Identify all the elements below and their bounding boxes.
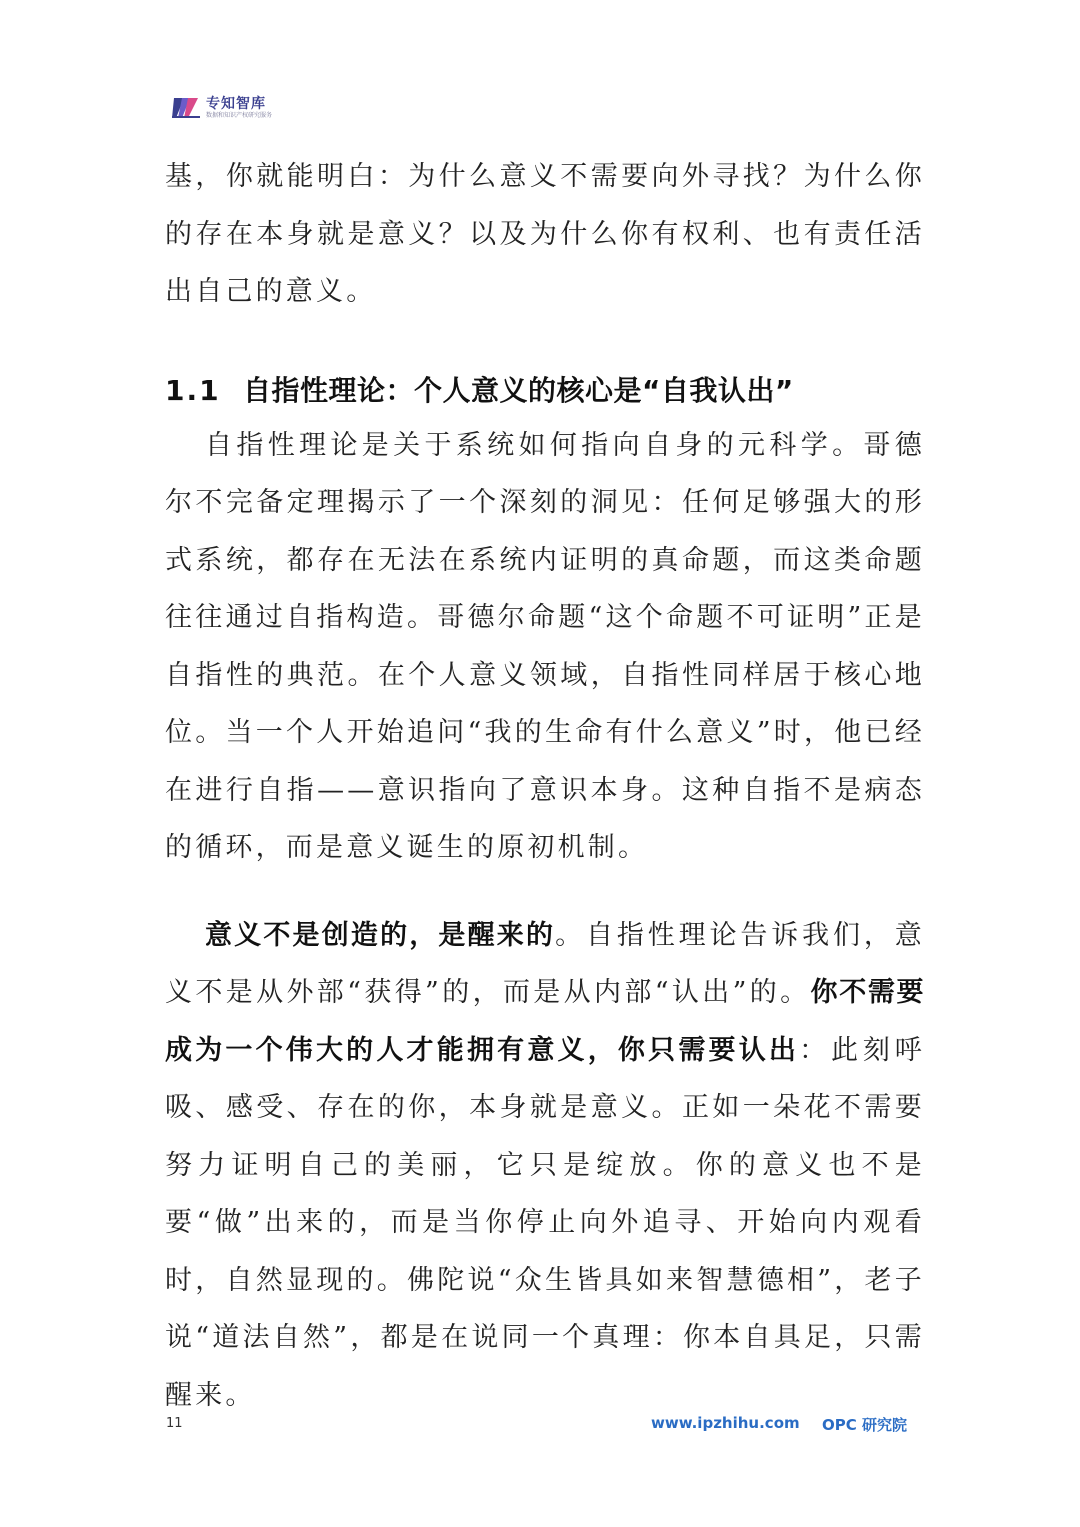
document-body [165, 148, 925, 1424]
paragraph-self-reference: 自指性理论是关于系统如何指向自身的元科学。哥德尔不完备定理揭示了一个深刻的洞见：任何足够强大的形式系统，都存在无法在系统内证明的真命题，而这类命题往往通过自指构造。哥德尔命题“这个命题不可证明”正是自指性的典范。在个人意义领域，自指性同样居于核心地位。当一个人开始追问“我的生命有什么意义”时，他已经在进行自指——意识指向了意识本身。这种自指不是病态的循环，而是意义诞生的原初机制。 [165, 429, 925, 863]
intro-paragraph: 基，你就能明白：为什么意义不需要向外寻找？为什么你的存在本身就是意义？以及为什么你有权利、也有责任活出自己的意义。 [165, 161, 925, 307]
body-text: ：此刻呼吸、感受、存在的你，本身就是意义。正如一朵花不需要努力证明自己的美丽，它只是绽放。你的意义也不是要“做”出来的，而是当你停止向外追寻、开始向内观看时，自然显现的。佛陀说“众生皆具如来智慧德相”，老子说“道法自然”，都是在说同一个真理：你本自具足，只需醒来。 [165, 1034, 925, 1411]
logo-text: 专知智库 [206, 95, 266, 112]
paragraph-meaning [165, 907, 925, 1425]
section-number: 1.1 [165, 373, 221, 407]
logo-icon [172, 96, 200, 120]
page-number: 11 [166, 1416, 183, 1431]
logo [172, 96, 272, 120]
emphasis-text: 你不需要成为一个伟大的人才能拥有意义，你只需要认出 [165, 977, 926, 1066]
emphasis-text: 意义不是创造的，是醒来的 [205, 919, 556, 951]
page-footer [0, 1412, 1080, 1442]
org-name: OPC 研究院 [822, 1416, 907, 1434]
section-title: 自指性理论：个人意义的核心是“自我认出” [243, 373, 794, 407]
website-link[interactable]: www.ipzhihu.com [651, 1414, 800, 1432]
body-text: 。自指性理论告诉我们，意义不是从外部“获得”的，而是从内部“认出”的。 [165, 919, 925, 1008]
section-heading [165, 371, 925, 411]
logo-subtext: 数据和知识产权研究服务 [206, 111, 273, 119]
